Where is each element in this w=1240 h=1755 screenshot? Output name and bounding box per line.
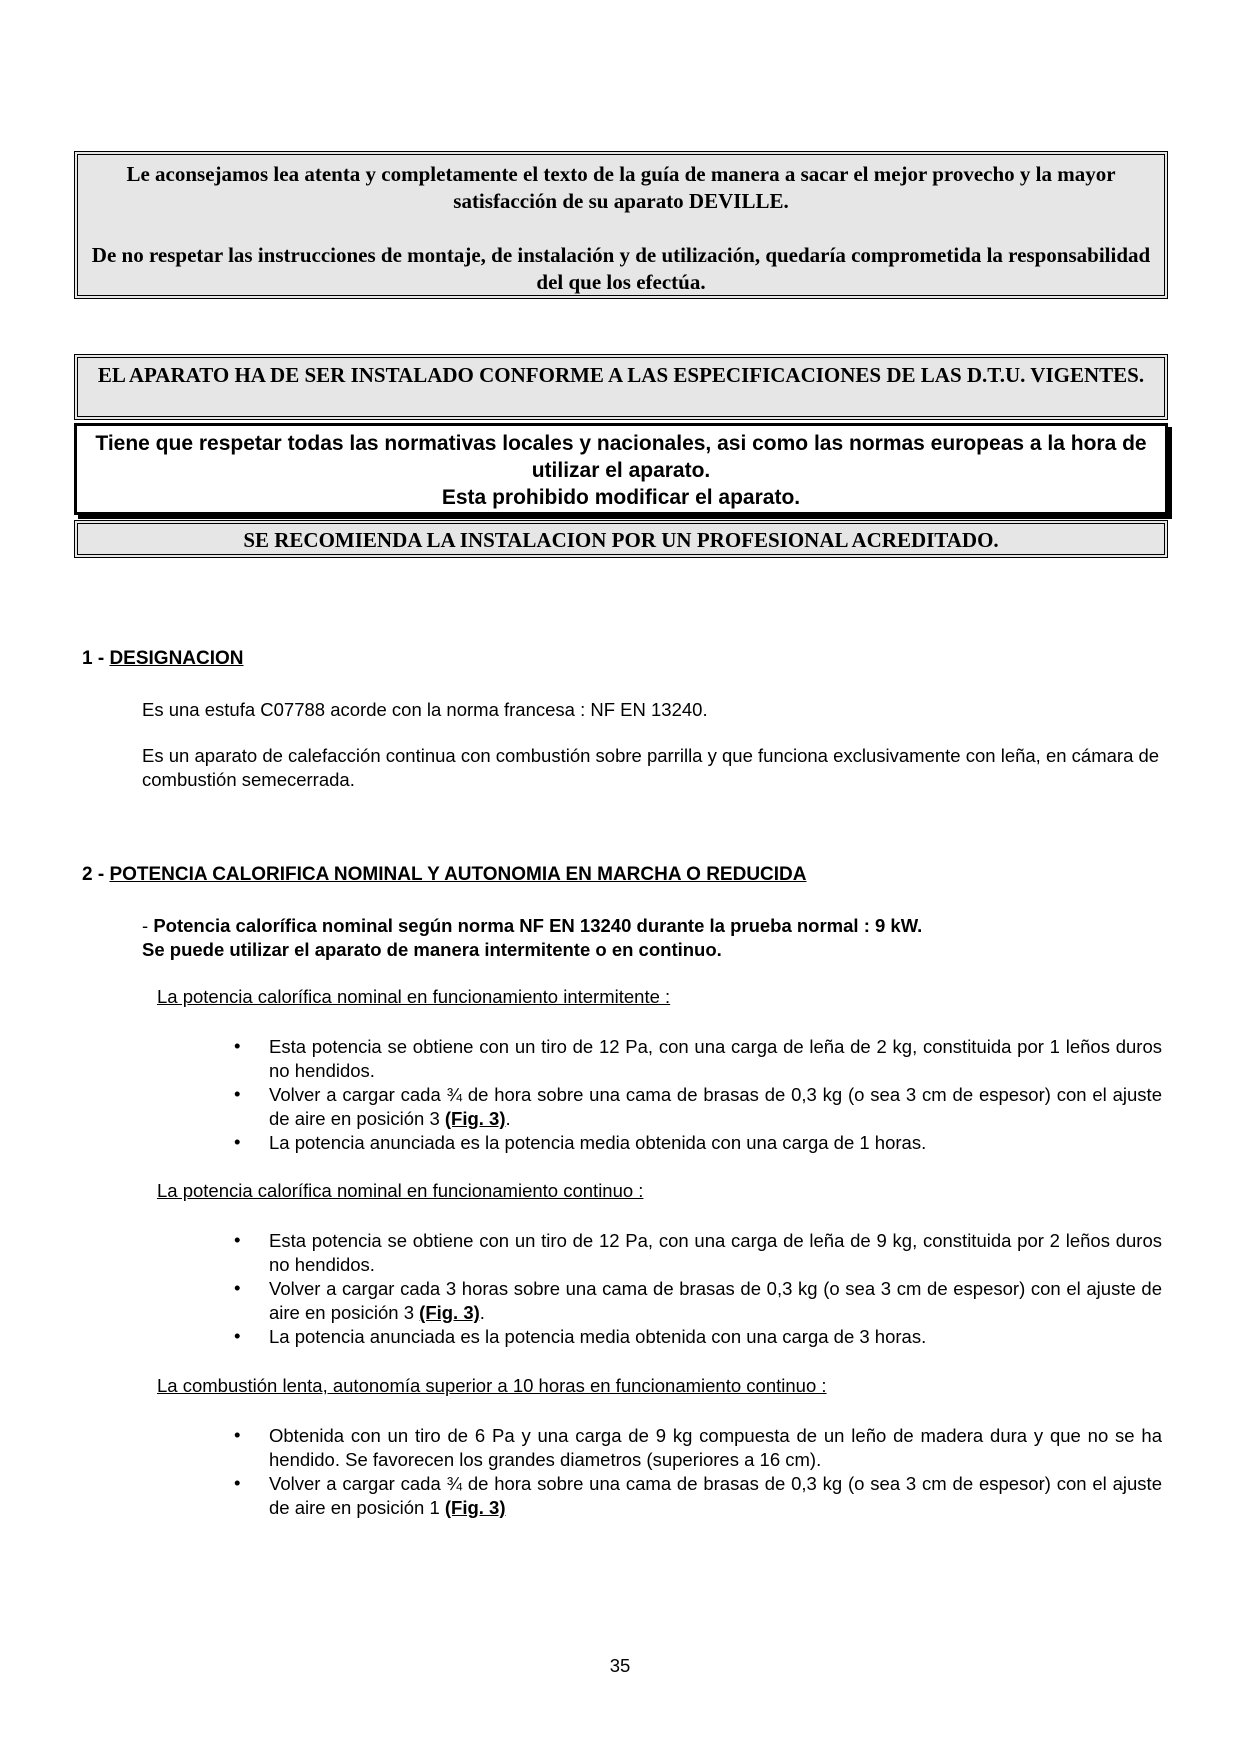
bullet: • [234,1472,241,1493]
professional-box: SE RECOMIENDA LA INSTALACION POR UN PROFESIONAL ACREDITADO. [74,520,1168,558]
norms-line-1: Tiene que respetar todas las normativas locales y nacionales, asi como las normas europeas a la hora de utilizar el aparato. [95,432,1147,482]
slow-bullet-2 [269,1472,1162,1520]
intro-dash: - [142,915,154,936]
section-1-heading [82,648,244,670]
slow-combustion-heading: La combustión lenta, autonomía superior a 10 horas en funcionamiento continuo : [157,1375,827,1396]
slow-bullet-2-text: Volver a cargar cada ¾ de hora sobre una cama de brasas de 0,3 kg (o sea 3 cm de espesor) con el ajuste de aire en posición 1 [269,1473,1162,1518]
section-2-title: POTENCIA CALORIFICA NOMINAL Y AUTONOMIA EN MARCHA O REDUCIDA [109,864,807,885]
bullet: • [234,1325,241,1346]
intermittent-bullet-1: Esta potencia se obtiene con un tiro de 12 Pa, con una carga de leña de 2 kg, constituida por 1 leños duros no hendidos. [269,1036,1162,1081]
fig-3-reference: (Fig. 3) [419,1302,480,1323]
notice-line-1: Le aconsejamos lea atenta y completamente el texto de la guía de manera a sacar el mejor provecho y la mayor satisfacción de su aparato DEVILLE. [126,162,1116,213]
section-1-paragraph-1: Es una estufa C07788 acorde con la norma francesa : NF EN 13240. [142,699,708,720]
intermittent-bullet-2-end: . [505,1108,511,1129]
section-2-intro [142,914,1162,962]
install-box: EL APARATO HA DE SER INSTALADO CONFORME A LAS ESPECIFICACIONES DE LAS D.T.U. VIGENTES. [74,354,1168,420]
bullet: • [234,1083,241,1104]
intermittent-heading: La potencia calorífica nominal en funcionamiento intermitente : [157,986,671,1007]
continuous-bullet-3: La potencia anunciada es la potencia media obtenida con una carga de 3 horas. [269,1326,927,1347]
norms-line-2: Esta prohibido modificar el aparato. [441,486,801,509]
intro-bold-2: Se puede utilizar el aparato de manera intermitente o en continuo. [142,939,722,960]
continuous-bullet-2 [269,1277,1162,1325]
continuous-bullet-2-end: . [479,1302,485,1323]
page-number: 35 [609,1655,631,1676]
fig-3-reference: (Fig. 3) [444,1108,506,1129]
section-2-heading [82,864,806,886]
intermittent-bullet-2 [269,1083,1162,1131]
bullet: • [234,1277,241,1298]
bullet: • [234,1035,241,1056]
norms-box [74,423,1168,515]
notice-line-2: De no respetar las instrucciones de montaje, de instalación y de utilización, quedaría comprometida la responsabilidad del que los efectúa. [91,243,1151,294]
intermittent-bullet-3: La potencia anunciada es la potencia media obtenida con una carga de 1 horas. [269,1132,927,1153]
bullet: • [234,1131,241,1152]
slow-bullet-1: Obtenida con un tiro de 6 Pa y una carga de 9 kg compuesta de un leño de madera dura y que no se ha hendido. Se favorecen los grandes diametros (superiores a 16 cm). [269,1425,1162,1470]
continuous-bullet-2-text: Volver a cargar cada 3 horas sobre una cama de brasas de 0,3 kg (o sea 3 cm de espesor) con el ajuste de aire en posición 3 [269,1278,1162,1323]
bullet: • [234,1229,241,1250]
section-2-number: 2 - [82,864,110,885]
section-1-number: 1 - [82,648,110,669]
fig-3-reference: (Fig. 3) [444,1497,506,1518]
continuous-heading: La potencia calorífica nominal en funcionamiento continuo : [157,1180,644,1201]
section-1-title: DESIGNACION [109,648,244,669]
section-1-paragraph-2: Es un aparato de calefacción continua con combustión sobre parrilla y que funciona exclusivamente con leña, en cámara de combustión semecerrada. [142,745,1160,790]
continuous-bullet-1: Esta potencia se obtiene con un tiro de 12 Pa, con una carga de leña de 9 kg, constituida por 2 leños duros no hendidos. [269,1230,1162,1275]
intermittent-bullet-2-text: Volver a cargar cada ¾ de hora sobre una cama de brasas de 0,3 kg (o sea 3 cm de espesor) con el ajuste de aire en posición 3 [269,1084,1162,1129]
intro-bold-1: Potencia calorífica nominal según norma NF EN 13240 durante la prueba normal : 9 kW. [153,915,923,936]
notice-box [74,151,1168,299]
bullet: • [234,1424,241,1445]
